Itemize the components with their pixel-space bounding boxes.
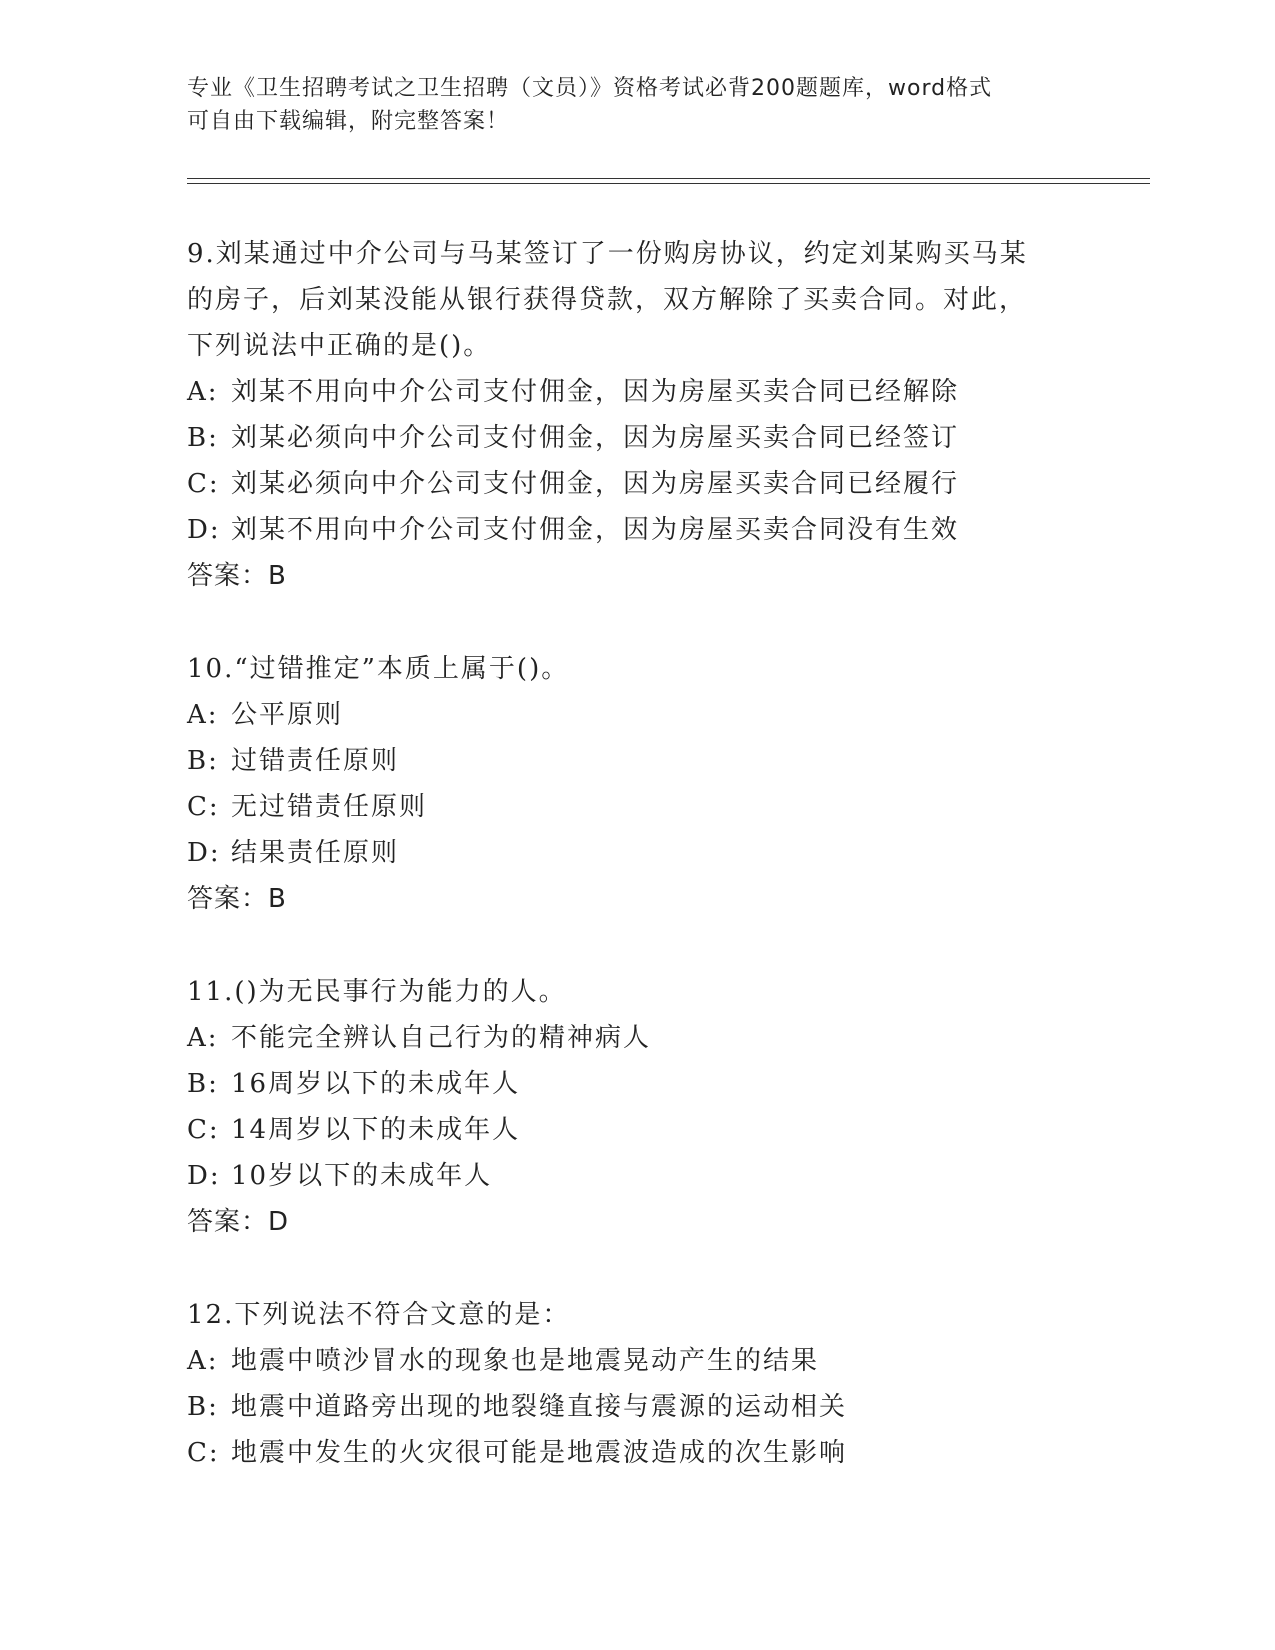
option-text: 结果责任原则 bbox=[231, 838, 400, 868]
spacer bbox=[187, 922, 1087, 969]
question-stem-line: 9.刘某通过中介公司与马某签订了一份购房协议，约定刘某购买马某 bbox=[187, 239, 1028, 269]
option-label: C: bbox=[187, 1115, 220, 1145]
option-text: 16周岁以下的未成年人 bbox=[231, 1069, 521, 1099]
option-label: B: bbox=[187, 1392, 219, 1422]
option-text: 刘某不用向中介公司支付佣金，因为房屋买卖合同没有生效 bbox=[231, 515, 960, 545]
answer-line: 答案：B bbox=[187, 884, 287, 914]
option-d bbox=[187, 1153, 1087, 1199]
option-text: 不能完全辨认自己行为的精神病人 bbox=[231, 1023, 652, 1053]
header-title-line-2: 可自由下载编辑，附完整答案！ bbox=[187, 109, 510, 134]
answer-line: 答案：B bbox=[187, 561, 287, 591]
option-a bbox=[187, 369, 1087, 415]
option-text: 刘某必须向中介公司支付佣金，因为房屋买卖合同已经履行 bbox=[231, 469, 960, 499]
option-label: D: bbox=[187, 515, 221, 545]
option-label: D: bbox=[187, 1161, 221, 1191]
option-label: C: bbox=[187, 792, 220, 822]
option-b bbox=[187, 1061, 1087, 1107]
question-10 bbox=[187, 646, 1087, 922]
question-list bbox=[187, 231, 1087, 1476]
option-label: A: bbox=[187, 1023, 219, 1053]
option-text: 过错责任原则 bbox=[231, 746, 400, 776]
option-label: B: bbox=[187, 746, 219, 776]
option-b bbox=[187, 1384, 1087, 1430]
option-text: 刘某不用向中介公司支付佣金，因为房屋买卖合同已经解除 bbox=[231, 377, 960, 407]
document-header bbox=[187, 72, 1087, 138]
option-a bbox=[187, 1338, 1087, 1384]
option-a bbox=[187, 1015, 1087, 1061]
option-text: 地震中喷沙冒水的现象也是地震晃动产生的结果 bbox=[231, 1346, 820, 1376]
question-stem-line: 的房子，后刘某没能从银行获得贷款，双方解除了买卖合同。对此， bbox=[187, 285, 1028, 315]
option-b bbox=[187, 738, 1087, 784]
option-c bbox=[187, 461, 1087, 507]
answer-line: 答案：D bbox=[187, 1207, 290, 1237]
header-divider-bottom bbox=[187, 183, 1150, 184]
option-text: 地震中道路旁出现的地裂缝直接与震源的运动相关 bbox=[231, 1392, 848, 1422]
option-label: B: bbox=[187, 423, 219, 453]
option-text: 10岁以下的未成年人 bbox=[231, 1161, 493, 1191]
question-11 bbox=[187, 969, 1087, 1245]
option-d bbox=[187, 830, 1087, 876]
option-label: D: bbox=[187, 838, 221, 868]
question-stem-line: 12.下列说法不符合文意的是： bbox=[187, 1300, 571, 1330]
option-b bbox=[187, 415, 1087, 461]
header-title-line-1: 专业《卫生招聘考试之卫生招聘（文员）》资格考试必背200题题库，word格式 bbox=[187, 76, 993, 101]
question-stem-line: 下列说法中正确的是()。 bbox=[187, 331, 492, 361]
option-text: 地震中发生的火灾很可能是地震波造成的次生影响 bbox=[231, 1438, 848, 1468]
option-a bbox=[187, 692, 1087, 738]
option-text: 公平原则 bbox=[231, 700, 344, 730]
option-c bbox=[187, 784, 1087, 830]
question-stem-line: 10.“过错推定”本质上属于()。 bbox=[187, 654, 570, 684]
option-label: C: bbox=[187, 469, 220, 499]
option-text: 刘某必须向中介公司支付佣金，因为房屋买卖合同已经签订 bbox=[231, 423, 960, 453]
option-c bbox=[187, 1430, 1087, 1476]
question-9 bbox=[187, 231, 1087, 599]
option-text: 无过错责任原则 bbox=[231, 792, 428, 822]
spacer bbox=[187, 599, 1087, 646]
header-divider-top bbox=[187, 178, 1150, 179]
spacer bbox=[187, 1245, 1087, 1292]
question-stem-line: 11.()为无民事行为能力的人。 bbox=[187, 977, 567, 1007]
option-c bbox=[187, 1107, 1087, 1153]
option-text: 14周岁以下的未成年人 bbox=[231, 1115, 521, 1145]
question-12 bbox=[187, 1292, 1087, 1476]
option-label: A: bbox=[187, 377, 219, 407]
option-d bbox=[187, 507, 1087, 553]
option-label: A: bbox=[187, 1346, 219, 1376]
option-label: A: bbox=[187, 700, 219, 730]
option-label: C: bbox=[187, 1438, 220, 1468]
option-label: B: bbox=[187, 1069, 219, 1099]
